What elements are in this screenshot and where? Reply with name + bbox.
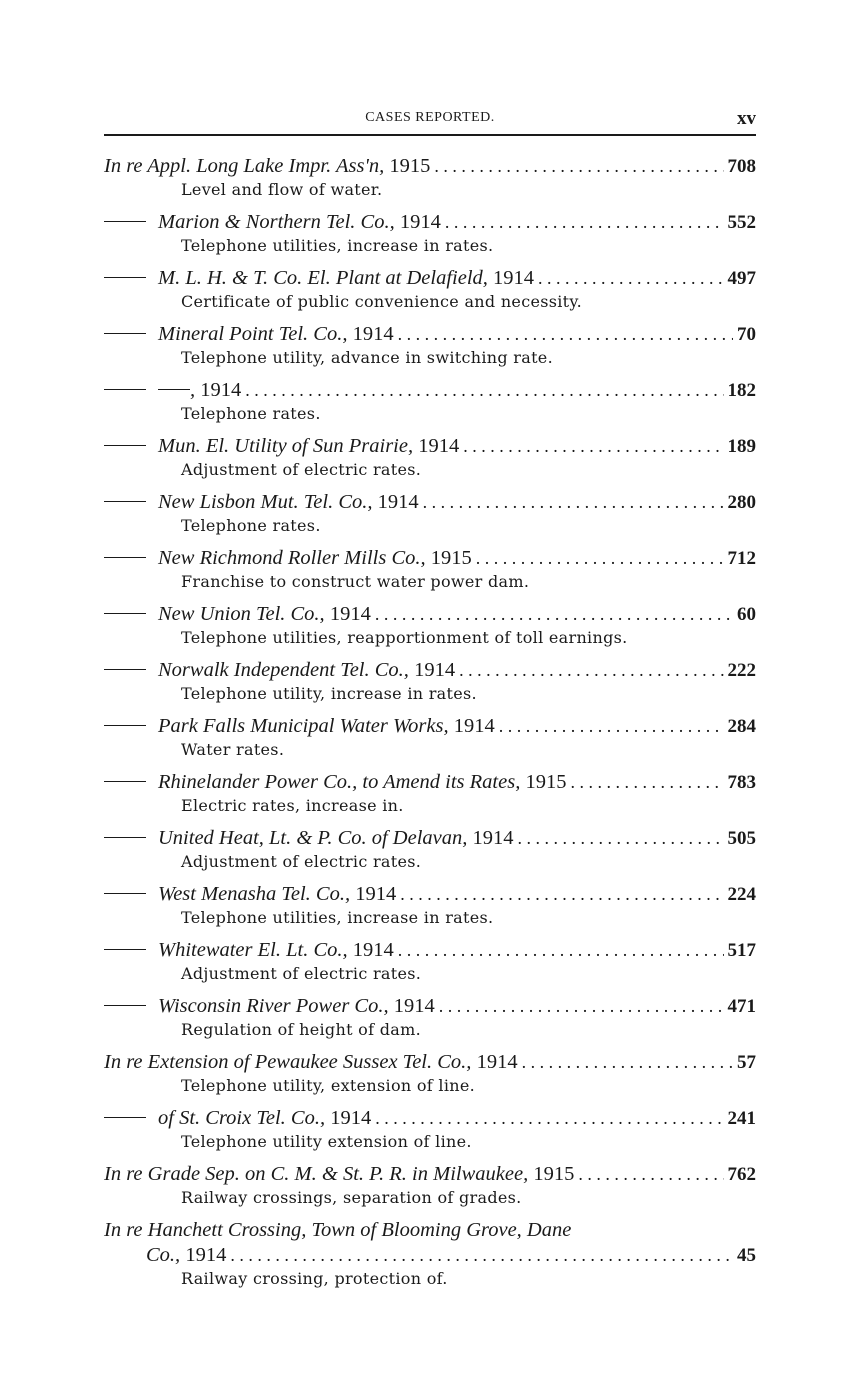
leader-dots bbox=[459, 658, 723, 683]
case-name: Appl. Long Lake Impr. Ass'n, bbox=[147, 155, 385, 177]
running-header bbox=[104, 108, 756, 130]
case-name: M. L. H. & T. Co. El. Plant at Delafield, bbox=[158, 267, 488, 289]
case-year: 1915 bbox=[533, 1163, 575, 1185]
case-name: Whitewater El. Lt. Co., bbox=[158, 939, 348, 961]
case-title bbox=[104, 714, 495, 739]
case-description: Adjustment of electric rates. bbox=[181, 460, 422, 479]
case-title bbox=[104, 154, 430, 179]
case-year: 1914 bbox=[493, 267, 535, 289]
case-title bbox=[104, 266, 534, 291]
case-description: Telephone rates. bbox=[181, 404, 321, 423]
leader-dots bbox=[423, 490, 724, 515]
ditto-dash bbox=[104, 445, 146, 446]
case-name: , bbox=[190, 379, 196, 401]
case-entry bbox=[104, 1218, 756, 1290]
case-description: Telephone utility extension of line. bbox=[181, 1132, 472, 1151]
leader-dots bbox=[245, 378, 723, 403]
case-title bbox=[104, 1218, 571, 1243]
case-entry bbox=[104, 1050, 756, 1097]
leader-dots bbox=[578, 1162, 723, 1187]
case-name: New Union Tel. Co., bbox=[158, 603, 325, 625]
case-description: Water rates. bbox=[181, 740, 285, 759]
ditto-dash bbox=[104, 781, 146, 782]
case-year: 1914 bbox=[414, 659, 456, 681]
case-entry bbox=[104, 378, 756, 425]
ditto-dash bbox=[104, 501, 146, 502]
leader-dots bbox=[230, 1243, 733, 1268]
case-line bbox=[104, 658, 756, 683]
case-title bbox=[104, 602, 371, 627]
page-reference: 60 bbox=[737, 604, 756, 625]
ditto-dash bbox=[104, 613, 146, 614]
leader-dots bbox=[375, 1106, 723, 1131]
case-description: Level and flow of water. bbox=[181, 180, 383, 199]
ditto-dash bbox=[104, 333, 146, 334]
case-description: Adjustment of electric rates. bbox=[181, 852, 422, 871]
ditto-dash bbox=[104, 389, 146, 390]
case-title bbox=[104, 322, 394, 347]
page-reference: 497 bbox=[727, 268, 756, 289]
case-line bbox=[104, 602, 756, 627]
case-description: Telephone utilities, increase in rates. bbox=[181, 908, 494, 927]
ditto-dash bbox=[104, 1005, 146, 1006]
case-year: 1914 bbox=[393, 995, 435, 1017]
case-description: Telephone utilities, reapportionment of toll earnings. bbox=[181, 628, 628, 647]
case-line-continued bbox=[104, 1243, 756, 1268]
case-description: Adjustment of electric rates. bbox=[181, 964, 422, 983]
header-title: CASES REPORTED. bbox=[365, 110, 495, 125]
case-year: 1914 bbox=[352, 939, 394, 961]
in-re-prefix: In re bbox=[104, 155, 148, 177]
case-year: 1915 bbox=[430, 547, 472, 569]
ditto-dash bbox=[104, 837, 146, 838]
case-name: Hanchett Crossing, Town of Blooming Grove, Dane bbox=[147, 1219, 572, 1241]
page-reference: 783 bbox=[727, 772, 756, 793]
page-reference: 284 bbox=[727, 716, 756, 737]
case-name: Mun. El. Utility of Sun Prairie, bbox=[158, 435, 414, 457]
case-title bbox=[104, 210, 441, 235]
case-title-continued bbox=[146, 1243, 226, 1268]
case-description: Regulation of height of dam. bbox=[181, 1020, 421, 1039]
case-entry bbox=[104, 266, 756, 313]
case-year: 1914 bbox=[418, 435, 460, 457]
case-line bbox=[104, 714, 756, 739]
case-year: 1914 bbox=[377, 491, 419, 513]
leader-dots bbox=[518, 826, 724, 851]
ditto-dash bbox=[104, 221, 146, 222]
ditto-dash bbox=[104, 949, 146, 950]
case-title bbox=[104, 434, 459, 459]
leader-dots bbox=[375, 602, 733, 627]
case-description: Telephone rates. bbox=[181, 516, 321, 535]
case-title bbox=[104, 490, 419, 515]
in-re-prefix: In re bbox=[104, 1163, 148, 1185]
case-description: Franchise to construct water power dam. bbox=[181, 572, 530, 591]
ditto-dash bbox=[104, 277, 146, 278]
case-line bbox=[104, 546, 756, 571]
case-year: 1914 bbox=[355, 883, 397, 905]
case-name: Mineral Point Tel. Co., bbox=[158, 323, 348, 345]
case-line bbox=[104, 1218, 756, 1243]
case-entry bbox=[104, 602, 756, 649]
case-name: Marion & Northern Tel. Co., bbox=[158, 211, 395, 233]
case-description: Telephone utility, advance in switching rate. bbox=[181, 348, 553, 367]
case-description: Railway crossing, protection of. bbox=[181, 1269, 448, 1288]
case-line bbox=[104, 1050, 756, 1075]
case-entry bbox=[104, 154, 756, 201]
in-re-prefix: In re bbox=[104, 1219, 148, 1241]
leader-dots bbox=[476, 546, 724, 571]
case-entry bbox=[104, 210, 756, 257]
case-year: 1914 bbox=[453, 715, 495, 737]
ditto-dash bbox=[104, 893, 146, 894]
case-entry bbox=[104, 770, 756, 817]
case-name: West Menasha Tel. Co., bbox=[158, 883, 351, 905]
page-reference: 762 bbox=[727, 1164, 756, 1185]
page-reference: 505 bbox=[727, 828, 756, 849]
case-year: 1915 bbox=[525, 771, 567, 793]
case-name: United Heat, Lt. & P. Co. of Delavan, bbox=[158, 827, 468, 849]
leader-dots bbox=[570, 770, 723, 795]
case-name: New Richmond Roller Mills Co., bbox=[158, 547, 426, 569]
case-line bbox=[104, 434, 756, 459]
leader-dots bbox=[398, 938, 724, 963]
page-reference: 708 bbox=[727, 156, 756, 177]
case-description: Railway crossings, separation of grades. bbox=[181, 1188, 522, 1207]
case-entry bbox=[104, 826, 756, 873]
page-reference: 70 bbox=[737, 324, 756, 345]
leader-dots bbox=[538, 266, 723, 291]
case-title bbox=[104, 546, 472, 571]
case-year: 1914 bbox=[200, 379, 242, 401]
case-year: 1914 bbox=[352, 323, 394, 345]
case-line bbox=[104, 882, 756, 907]
page-reference: 45 bbox=[737, 1245, 756, 1266]
case-title bbox=[104, 658, 455, 683]
ditto-dash bbox=[158, 389, 190, 390]
leader-dots bbox=[445, 210, 724, 235]
case-entry bbox=[104, 1106, 756, 1153]
case-year: 1914 bbox=[472, 827, 514, 849]
case-name: Wisconsin River Power Co., bbox=[158, 995, 389, 1017]
page-reference: 712 bbox=[727, 548, 756, 569]
case-title bbox=[104, 770, 566, 795]
ditto-dash bbox=[104, 1117, 146, 1118]
case-entry bbox=[104, 322, 756, 369]
case-year: 1915 bbox=[389, 155, 431, 177]
case-name: Norwalk Independent Tel. Co., bbox=[158, 659, 409, 681]
case-description: Telephone utility, extension of line. bbox=[181, 1076, 476, 1095]
page-reference: 552 bbox=[727, 212, 756, 233]
case-entry bbox=[104, 714, 756, 761]
case-line bbox=[104, 490, 756, 515]
case-entry bbox=[104, 1162, 756, 1209]
case-line bbox=[104, 154, 756, 179]
page-reference: 241 bbox=[727, 1108, 756, 1129]
case-name-continued: Co., bbox=[146, 1244, 181, 1266]
leader-dots bbox=[434, 154, 723, 179]
leader-dots bbox=[499, 714, 724, 739]
case-line bbox=[104, 322, 756, 347]
case-description: Telephone utility, increase in rates. bbox=[181, 684, 477, 703]
page-reference: 471 bbox=[727, 996, 756, 1017]
case-description: Certificate of public convenience and necessity. bbox=[181, 292, 583, 311]
page-reference: 224 bbox=[727, 884, 756, 905]
leader-dots bbox=[398, 322, 733, 347]
case-entry bbox=[104, 994, 756, 1041]
page-reference: 280 bbox=[727, 492, 756, 513]
header-rule bbox=[104, 134, 756, 136]
page-reference: 189 bbox=[727, 436, 756, 457]
case-list bbox=[104, 154, 756, 1290]
ditto-dash bbox=[104, 725, 146, 726]
case-title bbox=[104, 1106, 371, 1131]
case-description: Electric rates, increase in. bbox=[181, 796, 404, 815]
case-title bbox=[104, 378, 241, 403]
case-entry bbox=[104, 658, 756, 705]
ditto-dash bbox=[104, 669, 146, 670]
page bbox=[104, 108, 756, 1299]
case-title bbox=[104, 826, 514, 851]
case-description: Telephone utilities, increase in rates. bbox=[181, 236, 494, 255]
case-line bbox=[104, 938, 756, 963]
page-reference: 222 bbox=[727, 660, 756, 681]
case-name: Extension of Pewaukee Sussex Tel. Co., bbox=[147, 1051, 472, 1073]
case-line bbox=[104, 1106, 756, 1131]
ditto-dash bbox=[104, 557, 146, 558]
case-entry bbox=[104, 938, 756, 985]
case-name: Rhinelander Power Co., to Amend its Rates, bbox=[158, 771, 521, 793]
case-line bbox=[104, 266, 756, 291]
in-re-prefix: In re bbox=[104, 1051, 148, 1073]
leader-dots bbox=[400, 882, 723, 907]
case-line bbox=[104, 378, 756, 403]
header-page-number: xv bbox=[737, 108, 756, 129]
case-name: New Lisbon Mut. Tel. Co., bbox=[158, 491, 373, 513]
leader-dots bbox=[522, 1050, 733, 1075]
page-reference: 57 bbox=[737, 1052, 756, 1073]
case-line bbox=[104, 826, 756, 851]
case-title bbox=[104, 882, 396, 907]
case-name: Park Falls Municipal Water Works, bbox=[158, 715, 449, 737]
case-year: 1914 bbox=[329, 603, 371, 625]
case-title bbox=[104, 1162, 574, 1187]
case-year: 1914 bbox=[476, 1051, 518, 1073]
case-title bbox=[104, 994, 435, 1019]
case-year: 1914 bbox=[330, 1107, 372, 1129]
case-entry bbox=[104, 546, 756, 593]
case-line bbox=[104, 210, 756, 235]
page-reference: 182 bbox=[727, 380, 756, 401]
case-line bbox=[104, 994, 756, 1019]
case-name: of St. Croix Tel. Co., bbox=[158, 1107, 326, 1129]
case-entry bbox=[104, 434, 756, 481]
case-line bbox=[104, 1162, 756, 1187]
case-year: 1914 bbox=[185, 1244, 227, 1266]
case-title bbox=[104, 938, 394, 963]
case-entry bbox=[104, 490, 756, 537]
leader-dots bbox=[463, 434, 723, 459]
page-reference: 517 bbox=[727, 940, 756, 961]
case-year: 1914 bbox=[399, 211, 441, 233]
case-title bbox=[104, 1050, 518, 1075]
case-name: Grade Sep. on C. M. & St. P. R. in Milwaukee, bbox=[147, 1163, 529, 1185]
leader-dots bbox=[439, 994, 724, 1019]
case-entry bbox=[104, 882, 756, 929]
case-line bbox=[104, 770, 756, 795]
